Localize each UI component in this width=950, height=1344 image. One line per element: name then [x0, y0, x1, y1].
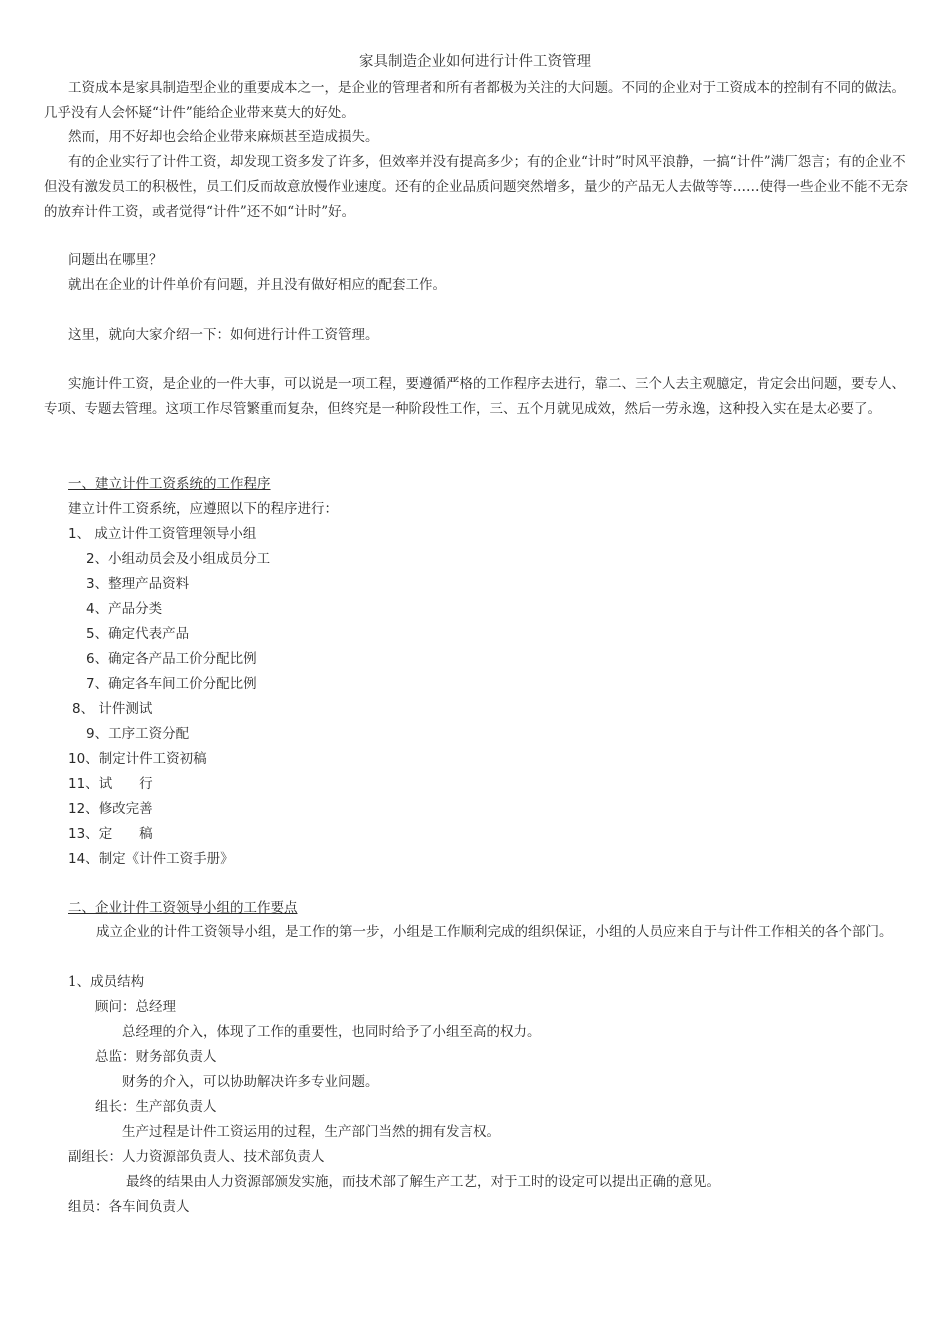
role-advisor: 顾问：总经理 [95, 999, 176, 1015]
step-item-4: 4、产品分类 [86, 601, 163, 617]
implement-paragraph: 实施计件工资，是企业的一件大事，可以说是一项工程，要遵循严格的工作程序去进行，靠二、三个人去主观臆定，肯定会出问题，要专人、专项、专题去管理。这项工作尽管繁重而复杂，但终究是一种阶段性工作，三、五个月就见成效，然后一劳永逸，这种投入实在是太必要了。 [44, 376, 905, 417]
structure-title: 1、成员结构 [68, 974, 145, 990]
step-item-2: 2、小组动员会及小组成员分工 [86, 551, 271, 567]
answer-line: 就出在企业的计件单价有问题，并且没有做好相应的配套工作。 [68, 277, 446, 293]
step-item-5: 5、确定代表产品 [86, 626, 190, 642]
section2-intro: 成立企业的计件工资领导小组，是工作的第一步，小组是工作顺利完成的组织保证，小组的人员应来自于与计件工作相关的各个部门。 [96, 924, 893, 940]
introduce-line: 这里，就向大家介绍一下：如何进行计件工资管理。 [68, 327, 379, 343]
section1-heading: 一、建立计件工资系统的工作程序 [68, 476, 271, 492]
role-director-note: 财务的介入，可以协助解决许多专业问题。 [122, 1074, 379, 1090]
step-item-1: 1、 成立计件工资管理领导小组 [68, 526, 257, 542]
step-item-12: 12、修改完善 [68, 801, 153, 817]
intro-paragraph-2: 然而，用不好却也会给企业带来麻烦甚至造成损失。 [68, 129, 379, 145]
document-title: 家具制造企业如何进行计件工资管理 [359, 54, 591, 70]
step-item-7: 7、确定各车间工价分配比例 [86, 676, 257, 692]
step-item-9: 9、工序工资分配 [86, 726, 190, 742]
role-advisor-note: 总经理的介入，体现了工作的重要性，也同时给予了小组至高的权力。 [122, 1024, 541, 1040]
role-deputy-note: 最终的结果由人力资源部颁发实施，而技术部了解生产工艺，对于工时的设定可以提出正确的意见。 [126, 1174, 720, 1190]
step-item-3: 3、整理产品资料 [86, 576, 190, 592]
step-item-8: 8、 计件测试 [72, 701, 153, 717]
step-item-11: 11、试 行 [68, 776, 153, 792]
role-members: 组员：各车间负责人 [68, 1199, 190, 1215]
question-line: 问题出在哪里？ [68, 252, 163, 268]
role-deputy: 副组长：人力资源部负责人、技术部负责人 [68, 1149, 325, 1165]
section2-heading: 二、企业计件工资领导小组的工作要点 [68, 900, 298, 916]
intro-paragraph-1: 工资成本是家具制造型企业的重要成本之一，是企业的管理者和所有者都极为关注的大问题。不同的企业对于工资成本的控制有不同的做法。几乎没有人会怀疑“计件”能给企业带来莫大的好处。 [44, 80, 905, 121]
role-leader: 组长：生产部负责人 [95, 1099, 217, 1115]
step-item-10: 10、制定计件工资初稿 [68, 751, 207, 767]
step-item-13: 13、定 稿 [68, 826, 153, 842]
role-leader-note: 生产过程是计件工资运用的过程，生产部门当然的拥有发言权。 [122, 1124, 500, 1140]
role-director: 总监：财务部负责人 [95, 1049, 217, 1065]
intro-paragraph-3: 有的企业实行了计件工资，却发现工资多发了许多，但效率并没有提高多少；有的企业“计时”时风平浪静，一搞“计件”满厂怨言；有的企业不但没有激发员工的积极性，员工们反而故意放慢作业速度。还有的企业品质问题突然增多，量少的产品无人去做等等……使得一些企业不能不无奈的放弃计件工资，或者觉得“计件”还不如“计时”好。 [44, 154, 908, 220]
step-item-6: 6、确定各产品工价分配比例 [86, 651, 257, 667]
step-item-14: 14、制定《计件工资手册》 [68, 851, 234, 867]
section1-lead: 建立计件工资系统，应遵照以下的程序进行： [68, 501, 338, 517]
